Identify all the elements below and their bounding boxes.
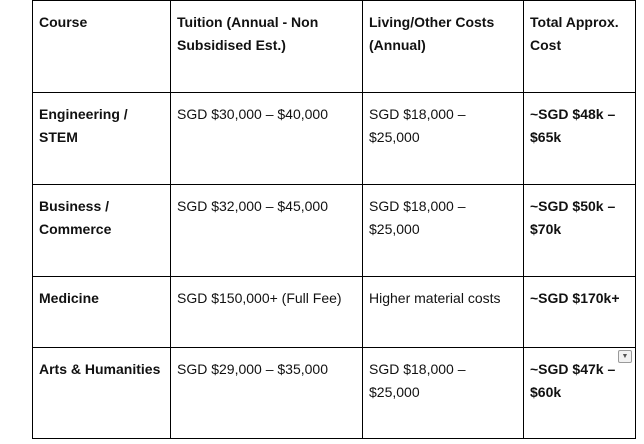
- table-row: [33, 277, 636, 348]
- tuition-cell: SGD $29,000 – $35,000: [171, 348, 363, 439]
- table-row: [33, 348, 636, 439]
- tuition-cell: SGD $150,000+ (Full Fee): [171, 277, 363, 348]
- table-header-row: [33, 1, 636, 93]
- course-cell: Arts & Humanities: [33, 348, 171, 439]
- living-cost-cell: SGD $18,000 – $25,000: [363, 93, 524, 185]
- course-cell: Engineering / STEM: [33, 93, 171, 185]
- header-course: Course: [33, 1, 171, 93]
- course-cell: Medicine: [33, 277, 171, 348]
- header-tuition: Tuition (Annual - Non Subsidised Est.): [171, 1, 363, 93]
- header-total-cost: Total Approx. Cost: [524, 1, 636, 93]
- total-cost-cell: ~SGD $170k+: [524, 277, 636, 348]
- living-cost-cell: Higher material costs: [363, 277, 524, 348]
- header-living-costs: Living/Other Costs (Annual): [363, 1, 524, 93]
- table-row: [33, 93, 636, 185]
- tuition-cell: SGD $30,000 – $40,000: [171, 93, 363, 185]
- chevron-down-icon[interactable]: ▼: [618, 350, 632, 363]
- total-cost-cell-with-dropdown: [524, 348, 636, 439]
- tuition-cell: SGD $32,000 – $45,000: [171, 185, 363, 277]
- cost-table: [32, 0, 636, 439]
- course-cell: Business / Commerce: [33, 185, 171, 277]
- living-cost-cell: SGD $18,000 – $25,000: [363, 348, 524, 439]
- total-cost-text: ~SGD $47k – $60k: [530, 361, 616, 400]
- living-cost-cell: SGD $18,000 – $25,000: [363, 185, 524, 277]
- table-row: [33, 185, 636, 277]
- total-cost-cell: ~SGD $48k – $65k: [524, 93, 636, 185]
- total-cost-cell: ~SGD $50k – $70k: [524, 185, 636, 277]
- cost-table-container: [32, 0, 636, 439]
